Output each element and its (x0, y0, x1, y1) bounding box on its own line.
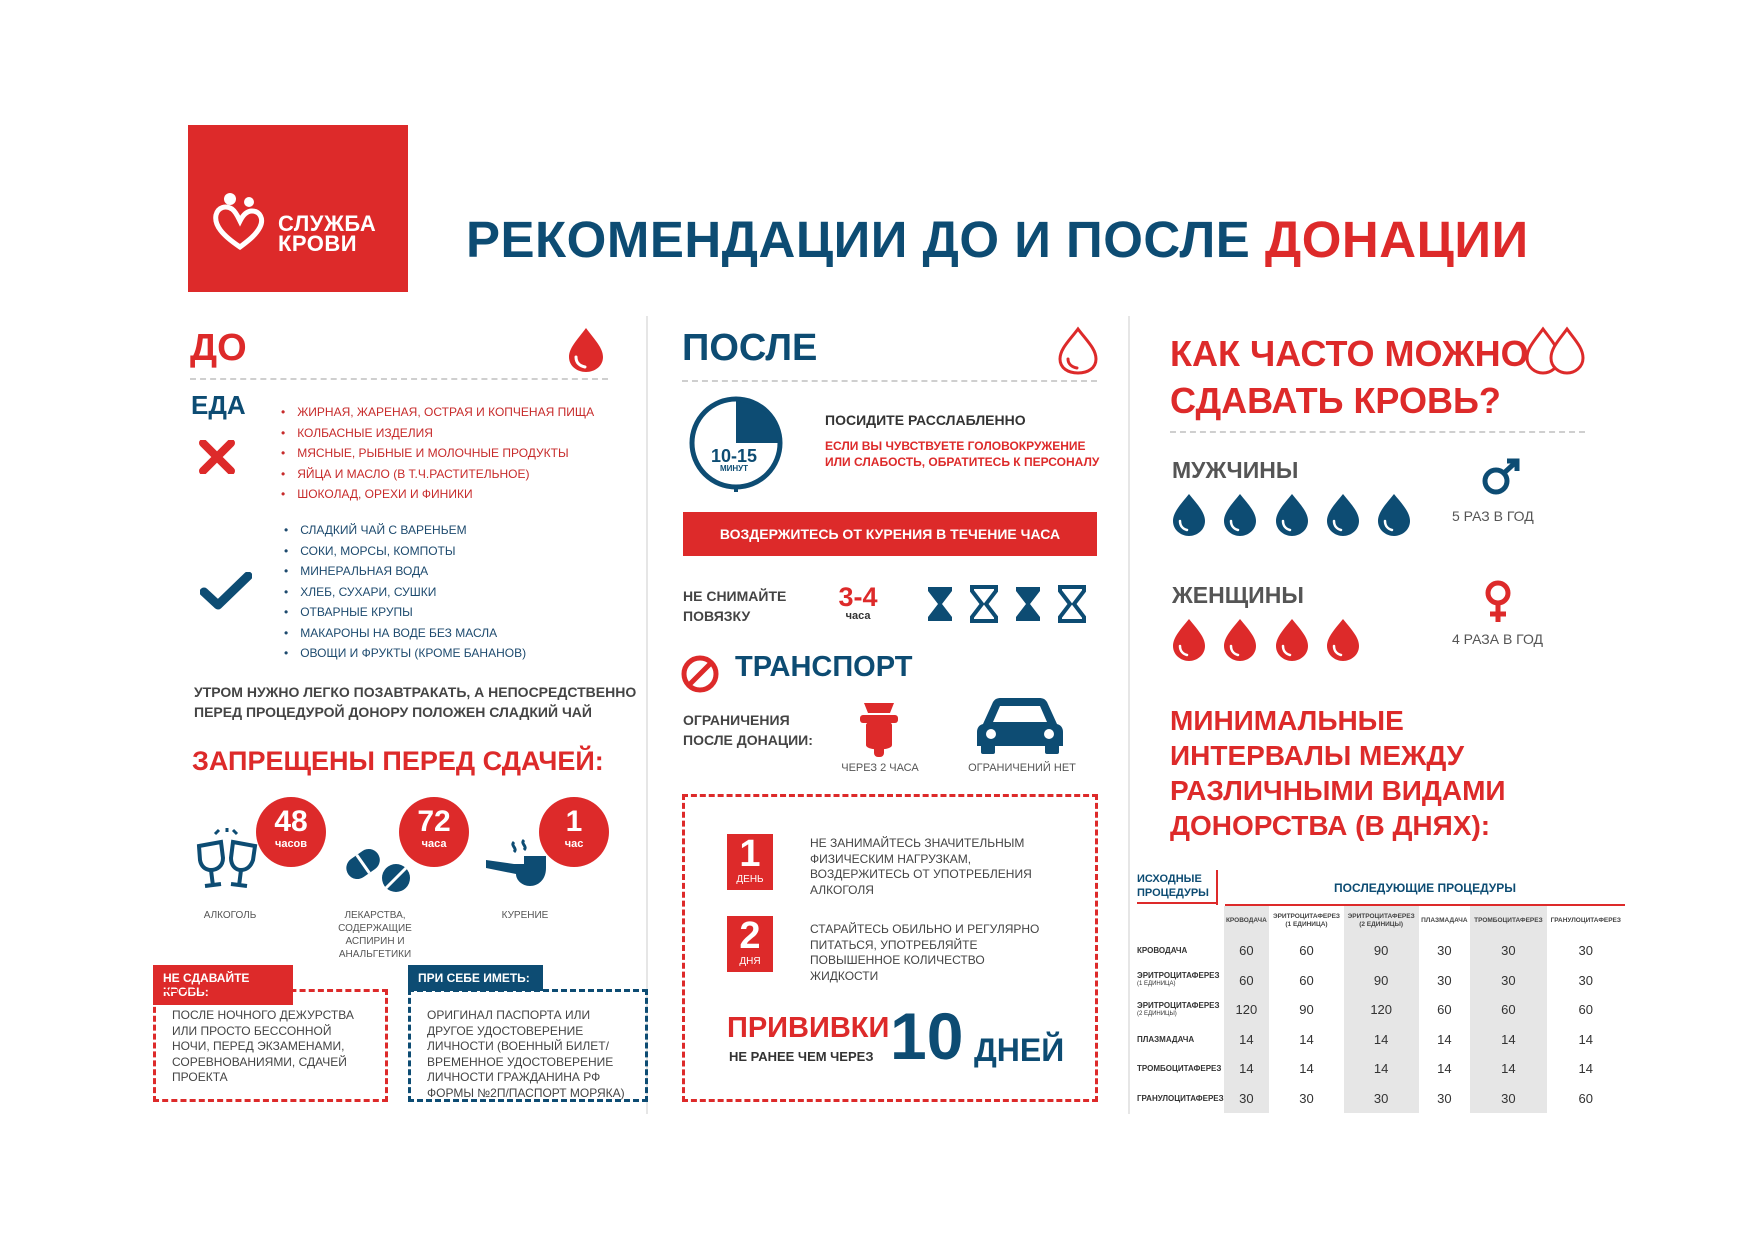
women-drops (1168, 617, 1368, 663)
frequency-heading (1170, 330, 1529, 424)
no-donate-box (153, 989, 388, 1102)
day-2-unit: ДНЯ (739, 956, 761, 967)
table-column-header (1269, 906, 1344, 936)
hourglass-icons (925, 585, 1095, 623)
divider (682, 380, 1097, 382)
medicine-label (310, 909, 440, 961)
list-item: • ШОКОЛАД, ОРЕХИ И ФИНИКИ (281, 484, 594, 505)
no-entry-icon (680, 654, 720, 694)
table-source-label-line: ПРОЦЕДУРЫ (1137, 887, 1209, 899)
day-1-unit: ДЕНЬ (736, 874, 764, 885)
table-cell: 30 (1578, 972, 1594, 988)
food-heading: ЕДА (191, 390, 246, 420)
list-item: • ХЛЕБ, СУХАРИ, СУШКИ (284, 582, 526, 603)
table-header-row (1133, 906, 1625, 936)
badge-unit: час (564, 838, 584, 850)
table-cell: 14 (1299, 1061, 1314, 1077)
logo-text (278, 211, 377, 256)
column-name: ЭРИТРОЦИТАФЕРЕЗ (1272, 913, 1341, 920)
medicine-label-line: АСПИРИН И АНАЛЬГЕТИКИ (338, 936, 412, 960)
column-sub: (2 ЕДИНИЦЫ) (1359, 921, 1404, 928)
table-cell: 30 (1578, 943, 1594, 959)
dizzy-line: ЕСЛИ ВЫ ЧУВСТВУЕТЕ ГОЛОВОКРУЖЕНИЕ (825, 439, 1086, 453)
morning-note-line: УТРОМ НУЖНО ЛЕГКО ПОЗАВТРАКАТЬ, А НЕПОСРЕДСТВЕННО (194, 684, 637, 700)
column-sub: (1 ЕДИНИЦА) (1285, 921, 1328, 928)
table-cell: 60 (1299, 943, 1314, 959)
table-cell: 30 (1437, 943, 1452, 959)
table-cell: 30 (1224, 1084, 1270, 1114)
title-part-2: ДОНАЦИИ (1264, 211, 1529, 268)
allowed-food-list (284, 520, 526, 664)
wine-glasses-icon (193, 828, 263, 890)
table-cell: 14 (1578, 1061, 1594, 1077)
row-header (1133, 1025, 1224, 1055)
bandage-text (683, 586, 786, 626)
day-1-icon (727, 834, 773, 890)
list-item: • СОКИ, МОРСЫ, КОМПОТЫ (284, 541, 526, 562)
table-cell: 120 (1224, 995, 1270, 1025)
bandage-line: ПОВЯЗКУ (683, 608, 751, 624)
medicine-badge (399, 797, 469, 867)
men-drop-icon (1224, 494, 1256, 536)
women-frequency-text: 4 РАЗА В ГОД (1452, 631, 1544, 647)
table-cell: 14 (1437, 1061, 1452, 1077)
cross-icon (198, 440, 236, 474)
frequency-heading-line: КАК ЧАСТО МОЖНО (1170, 333, 1529, 374)
alcohol-badge (256, 797, 326, 867)
table-row (1133, 936, 1625, 966)
no-donate-text: ПОСЛЕ НОЧНОГО ДЕЖУРСТВА ИЛИ ПРОСТО БЕССОННОЙ НОЧИ, ПЕРЕД ЭКЗАМЕНАМИ, СОРЕВНОВАНИЯМИ, СДАЧЕЙ ПРОЕКТА (172, 1008, 354, 1084)
intervals-heading-line: МИНИМАЛЬНЫЕ (1170, 705, 1404, 736)
row-name: ПЛАЗМАДАЧА (1137, 1034, 1195, 1044)
row-name: ЭРИТРОЦИТАФЕРЕЗ (1137, 1000, 1220, 1010)
badge-unit: часа (421, 838, 447, 850)
badge-number: 1 (565, 805, 583, 838)
table-row (1133, 995, 1625, 1025)
intervals-heading-line: РАЗЛИЧНЫМИ ВИДАМИ (1170, 775, 1506, 806)
transport-limits (683, 710, 813, 750)
women-drop-icon (1276, 619, 1308, 661)
table-cell: 60 (1578, 1002, 1594, 1018)
table-corner (1133, 906, 1224, 936)
smoking-label: КУРЕНИЕ (501, 910, 549, 921)
car-icon (975, 696, 1065, 754)
frequency-heading-line: СДАВАТЬ КРОВЬ? (1170, 380, 1501, 421)
list-item: • СЛАДКИЙ ЧАЙ С ВАРЕНЬЕМ (284, 520, 526, 541)
day-2-number: 2 (739, 915, 761, 957)
table-column-header (1344, 906, 1419, 936)
table-cell: 90 (1299, 1002, 1314, 1018)
table-cell: 30 (1470, 1084, 1546, 1114)
list-item: • ОТВАРНЫЕ КРУПЫ (284, 602, 526, 623)
day-1-text: НЕ ЗАНИМАЙТЕСЬ ЗНАЧИТЕЛЬНЫМ ФИЗИЧЕСКИМ НАГРУЗКАМ, ВОЗДЕРЖИТЕСЬ ОТ УПОТРЕБЛЕНИЯ АЛКОГОЛЯ (810, 836, 1032, 897)
list-item: • ЖИРНАЯ, ЖАРЕНАЯ, ОСТРАЯ И КОПЧЕНАЯ ПИЩА (281, 402, 594, 423)
table-row (1133, 966, 1625, 996)
clock-value: 10-15 (710, 446, 758, 466)
day-2-text: СТАРАЙТЕСЬ ОБИЛЬНО И РЕГУЛЯРНО ПИТАТЬСЯ, УПОТРЕБЛЯЙТЕ ПОВЫШЕННОЕ КОЛИЧЕСТВО ЖИДКОСТИ (810, 922, 1040, 983)
logo-block (188, 125, 408, 292)
men-label: МУЖЧИНЫ (1172, 457, 1299, 483)
women-label: ЖЕНЩИНЫ (1172, 582, 1304, 608)
bandage-hours: 3-4 (838, 582, 878, 612)
intervals-table (1133, 906, 1625, 1113)
vaccines-heading: ПРИВИВКИ (727, 1012, 890, 1044)
checkmark-icon (200, 572, 252, 610)
column-name: КРОВОДАЧА (1225, 917, 1267, 924)
row-header (1133, 936, 1224, 966)
table-column-header (1224, 906, 1270, 936)
badge-unit: часов (274, 838, 308, 850)
transport-heading: ТРАНСПОРТ (735, 651, 913, 683)
table-cell: 90 (1344, 966, 1419, 996)
bandage-unit: часа (845, 610, 871, 622)
row-name: КРОВОДАЧА (1137, 946, 1188, 956)
after-heading: ПОСЛЕ (682, 327, 818, 369)
alcohol-label: АЛКОГОЛЬ (203, 910, 257, 921)
column-divider (1128, 316, 1130, 1114)
prohibited-heading: ЗАПРЕЩЕНЫ ПЕРЕД СДАЧЕЙ: (192, 746, 604, 776)
table-cell: 14 (1224, 1025, 1270, 1055)
women-drop-icon (1224, 619, 1256, 661)
scooter-icon (850, 697, 908, 759)
logo-line-1: СЛУЖБА (278, 211, 377, 236)
table-cell: 14 (1470, 1025, 1546, 1055)
medicine-label-line: ЛЕКАРСТВА, СОДЕРЖАЩИЕ (338, 910, 412, 934)
table-cell: 60 (1224, 966, 1270, 996)
table-cell: 14 (1578, 1031, 1594, 1047)
table-cell: 14 (1437, 1031, 1452, 1047)
forbidden-food-list (281, 402, 594, 505)
table-following-label: ПОСЛЕДУЮЩИЕ ПРОЦЕДУРЫ (1334, 881, 1516, 895)
men-drop-icon (1276, 494, 1308, 536)
bring-text: ОРИГИНАЛ ПАСПОРТА ИЛИ ДРУГОЕ УДОСТОВЕРЕНИЕ ЛИЧНОСТИ (ВОЕННЫЙ БИЛЕТ/ ВРЕМЕННОЕ УДОСТОВЕРЕНИЕ ЛИЧНОСТИ ГРАЖДАНИНА РФ ФОРМЫ №2П/ПАСПОРТ МОРЯКА) (427, 1008, 625, 1100)
table-source-label (1137, 872, 1217, 904)
divider (1170, 431, 1585, 433)
table-column-header (1419, 906, 1471, 936)
table-cell: 14 (1344, 1025, 1419, 1055)
heart-logo-icon (212, 191, 268, 251)
badge-number: 48 (274, 805, 308, 838)
table-cell: 14 (1299, 1031, 1314, 1047)
bandage-line: НЕ СНИМАЙТЕ (683, 588, 787, 604)
scooter-label: ЧЕРЕЗ 2 ЧАСА (841, 762, 919, 774)
divider (190, 378, 608, 380)
no-donate-tag: НЕ СДАВАЙТЕ КРОВЬ: (153, 965, 293, 1005)
intervals-heading-line: ДОНОРСТВА (В ДНЯХ): (1170, 810, 1491, 841)
table-cell: 30 (1344, 1084, 1419, 1114)
title-part-1: РЕКОМЕНДАЦИИ ДО И ПОСЛЕ (466, 211, 1265, 268)
row-name: ГРАНУЛОЦИТАФЕРЕЗ (1137, 1093, 1224, 1103)
column-name: ПЛАЗМАДАЧА (1421, 917, 1468, 924)
table-cell: 120 (1344, 995, 1419, 1025)
table-row (1133, 1054, 1625, 1084)
no-smoking-banner: ВОЗДЕРЖИТЕСЬ ОТ КУРЕНИЯ В ТЕЧЕНИЕ ЧАСА (683, 512, 1097, 556)
blood-drop-icon (565, 326, 607, 374)
morning-note-line: ПЕРЕД ПРОЦЕДУРОЙ ДОНОРУ ПОЛОЖЕН СЛАДКИЙ ЧАЙ (194, 704, 592, 720)
list-item: • ОВОЩИ И ФРУКТЫ (КРОМЕ БАНАНОВ) (284, 643, 526, 664)
table-cell: 30 (1470, 966, 1546, 996)
men-drop-icon (1173, 494, 1205, 536)
row-header (1133, 966, 1224, 996)
table-source-label-line: ИСХОДНЫЕ (1137, 873, 1202, 885)
vaccines-unit: ДНЕЙ (974, 1032, 1065, 1068)
row-header (1133, 1054, 1224, 1084)
logo-line-2: КРОВИ (278, 231, 358, 256)
table-cell: 14 (1470, 1054, 1546, 1084)
list-item: • МИНЕРАЛЬНАЯ ВОДА (284, 561, 526, 582)
table-cell: 30 (1437, 972, 1452, 988)
men-drop-icon (1327, 494, 1359, 536)
clock-unit: МИНУТ (719, 464, 749, 473)
column-name: ЭРИТРОЦИТАФЕРЕЗ (1347, 913, 1415, 920)
day-1-number: 1 (739, 833, 761, 875)
list-item: • МЯСНЫЕ, РЫБНЫЕ И МОЛОЧНЫЕ ПРОДУКТЫ (281, 443, 594, 464)
women-drop-icon (1173, 619, 1205, 661)
men-frequency-text: 5 РАЗ В ГОД (1452, 508, 1534, 524)
table-cell: 60 (1437, 1002, 1452, 1018)
dizzy-line: ИЛИ СЛАБОСТЬ, ОБРАТИТЕСЬ К ПЕРСОНАЛУ (825, 455, 1100, 469)
list-item: • КОЛБАСНЫЕ ИЗДЕЛИЯ (281, 423, 594, 444)
vaccines-days: 10 (890, 999, 964, 1073)
list-item: • ЯЙЦА И МАСЛО (В Т.Ч.РАСТИТЕЛЬНОЕ) (281, 464, 594, 485)
row-sub: (2 ЕДИНИЦЫ) (1137, 1010, 1177, 1017)
blood-drop-outline-icon (1056, 326, 1100, 376)
transport-limits-line: ОГРАНИЧЕНИЯ (683, 712, 790, 728)
page-title (466, 210, 1529, 269)
table-cell: 30 (1437, 1090, 1452, 1106)
list-item: • МАКАРОНЫ НА ВОДЕ БЕЗ МАСЛА (284, 623, 526, 644)
bring-box (408, 989, 648, 1102)
table-column-header (1547, 906, 1625, 936)
column-name: ТРОМБОЦИТАФЕРЕЗ (1474, 917, 1543, 924)
table-cell: 60 (1470, 995, 1546, 1025)
men-drop-icon (1378, 494, 1410, 536)
male-symbol-icon (1481, 458, 1521, 496)
row-sub: (1 ЕДИНИЦА) (1137, 981, 1176, 988)
table-row (1133, 1084, 1625, 1114)
car-label: ОГРАНИЧЕНИЙ НЕТ (968, 762, 1076, 774)
table-cell: 60 (1578, 1090, 1594, 1106)
bring-tag: ПРИ СЕБЕ ИМЕТЬ: (408, 965, 543, 991)
smoking-badge (539, 797, 609, 867)
table-cell: 60 (1224, 936, 1270, 966)
row-name: ЭРИТРОЦИТАФЕРЕЗ (1137, 971, 1220, 981)
table-row (1133, 1025, 1625, 1055)
table-cell: 14 (1344, 1054, 1419, 1084)
intervals-heading-line: ИНТЕРВАЛЫ МЕЖДУ (1170, 740, 1465, 771)
row-header (1133, 995, 1224, 1025)
double-drop-icon (1521, 326, 1591, 376)
row-header (1133, 1084, 1224, 1114)
table-column-header (1470, 906, 1546, 936)
table-header-divider (1216, 870, 1218, 905)
dizzy-warning (825, 438, 1099, 470)
table-cell: 90 (1344, 936, 1419, 966)
badge-number: 72 (417, 805, 451, 838)
transport-limits-line: ПОСЛЕ ДОНАЦИИ: (683, 732, 813, 748)
women-drop-icon (1327, 619, 1359, 661)
day-2-icon (727, 916, 773, 972)
vaccines-subtext: НЕ РАНЕЕ ЧЕМ ЧЕРЕЗ (729, 1049, 874, 1064)
table-cell: 30 (1299, 1090, 1314, 1106)
row-name: ТРОМБОЦИТАФЕРЕЗ (1137, 1064, 1222, 1074)
clock-icon (682, 395, 790, 493)
table-cell: 30 (1470, 936, 1546, 966)
before-heading: ДО (190, 327, 247, 369)
table-cell: 14 (1224, 1054, 1270, 1084)
morning-note (194, 682, 636, 722)
table-cell: 60 (1299, 972, 1314, 988)
men-drops (1168, 492, 1418, 538)
sit-relaxed-text: ПОСИДИТЕ РАССЛАБЛЕННО (825, 412, 1026, 428)
female-symbol-icon (1482, 580, 1514, 624)
intervals-heading (1170, 703, 1506, 843)
column-name: ГРАНУЛОЦИТАФЕРЕЗ (1550, 917, 1621, 924)
